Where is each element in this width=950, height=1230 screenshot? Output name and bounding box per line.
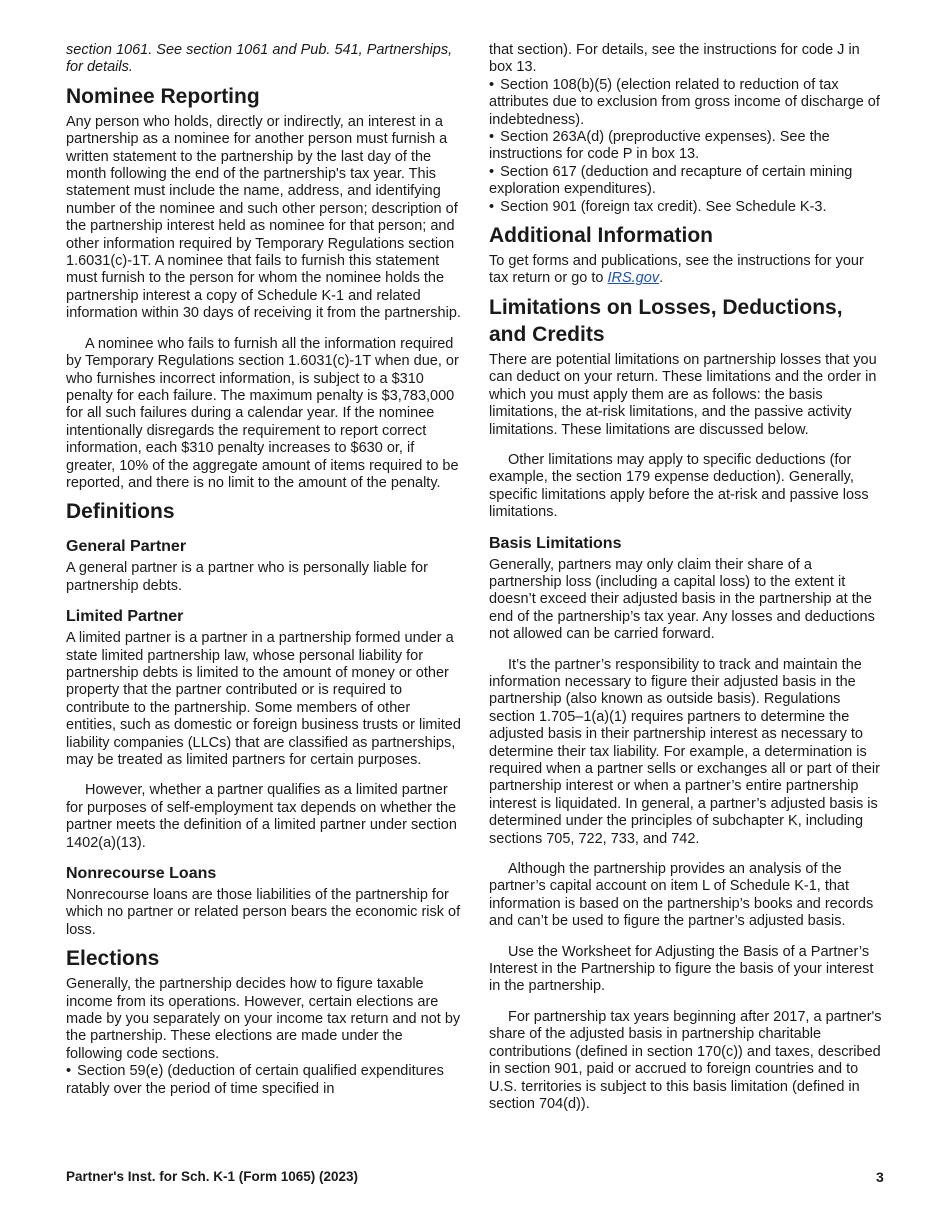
heading-definitions: Definitions [66, 500, 175, 524]
limitations-paragraph-2: Other limitations may apply to specific deductions (for example, the section 179 expense deduction). Generally, specific limitations apply before the at-risk and passive loss limitations. [489, 451, 869, 521]
right-column [489, 42, 885, 1113]
elections-bullet-901: • Section 901 (foreign tax credit). See Schedule K-3. [489, 199, 885, 216]
elections-bullet-263a: • Section 263A(d) (preproductive expenses). See the instructions for code P in box 13. [489, 129, 885, 164]
elections-bullet-59e: • Section 59(e) (deduction of certain qualified expenditures ratably over the period of time specified in [66, 1063, 462, 1098]
basis-paragraph-3: Although the partnership provides an analysis of the partner’s capital account on item L of Schedule K-1, that information is based on the partnership’s books and records and can’t be used to figure the partner’s adjusted basis. [489, 861, 874, 930]
elections-bullet-617: • Section 617 (deduction and recapture of certain mining exploration expenditures). [489, 164, 885, 199]
carryover-text-right: that section). For details, see the instructions for code J in box 13. [489, 42, 860, 76]
carryover-text: section 1061. See section 1061 and Pub. 541, Partnerships, for details. [66, 42, 453, 76]
heading-general-partner: General Partner [66, 538, 187, 556]
elections-paragraph: Generally, the partnership decides how to figure taxable income from its operations. However, certain elections are made by you separately on your income tax return and not by the partnership. These elections are made under the following code sections. [66, 976, 461, 1062]
basis-paragraph-1: Generally, partners may only claim their share of a partnership loss (including a capital loss) to the extent it doesn’t exceed their adjusted basis in the partnership at the end of the partnership’s tax year. Any losses and deductions not allowed can be carried forward. [489, 556, 875, 643]
heading-additional-information: Additional Information [489, 224, 713, 248]
limited-partner-paragraph-2: However, whether a partner qualifies as a limited partner for purposes of self-employment tax depends on whether the partner meets the definition of a limited partner under section 1402(a)(13). [66, 782, 457, 851]
basis-paragraph-2: It’s the partner’s responsibility to track and maintain the information necessary to figure their adjusted basis in the partnership (also known as outside basis). Regulations section 1.705–1(a)(1) requires partners to determine the adjusted basis in their partnership interest as necessary to determine their tax liability. For example, a determination is required when a partner sells or exchanges all or part of their partnership interest or when a partner’s entire partnership interest is liquidated. In general, a partner’s adjusted basis is determined under the principles of subchapter K, including sections 705, 722, 733, and 742. [489, 656, 880, 847]
additional-info-period: . [659, 270, 664, 287]
additional-info-paragraph [489, 253, 885, 288]
nominee-paragraph-2: A nominee who fails to furnish all the information required by Temporary Regulations section 1.6031(c)-1T when due, or who furnishes incorrect information, is subject to a $310 penalty for each failure. The maximum penalty is $3,783,000 for all such failures during a calendar year. If the nominee intentionally disregards the requirement to report correct information, each $310 penalty increases to $630 or, if greater, 10% of the aggregate amount of items required to be reported, and there is no limit to the amount of the penalty. [66, 335, 459, 491]
heading-basis-limitations: Basis Limitations [489, 534, 622, 552]
page-number: 3 [876, 1169, 884, 1185]
heading-nonrecourse-loans: Nonrecourse Loans [66, 865, 217, 883]
elections-bullet-108: • Section 108(b)(5) (election related to reduction of tax attributes due to exclusion from gross income of discharge of indebtedness). [489, 77, 885, 129]
basis-paragraph-4: Use the Worksheet for Adjusting the Basis of a Partner’s Interest in the Partnership to figure the basis of your interest in the partnership. [489, 943, 874, 995]
left-column [66, 42, 462, 1098]
limitations-paragraph-1: There are potential limitations on partnership losses that you can deduct on your return. These limitations and the order in which you must apply them are as follows: the basis limitations, the at-risk limitations, and the passive activity limitations. These limitations are discussed below. [489, 351, 877, 438]
basis-paragraph-5: For partnership tax years beginning after 2017, a partner's share of the adjusted basis in partnership charitable contributions (defined in section 170(c)) and taxes, described in section 901, paid or accrued to foreign countries and to U.S. territories is subject to this basis limitation (defined in section 704(d)). [489, 1008, 882, 1112]
limited-partner-paragraph-1: A limited partner is a partner in a partnership formed under a state limited partnership law, whose personal liability for partnership debts is limited to the amount of money or other property that the partner contributed or is required to contribute to the partnership. Some members of other entities, such as domestic or foreign business trusts or limited liability companies (LLCs) that are classified as partnerships, may be treated as limited partners for certain purposes. [66, 630, 461, 768]
irs-gov-link[interactable]: IRS.gov [607, 270, 660, 287]
heading-limited-partner: Limited Partner [66, 608, 184, 626]
heading-elections: Elections [66, 947, 160, 971]
footer-title: Partner's Inst. for Sch. K-1 (Form 1065) (2023) [66, 1169, 359, 1184]
additional-info-text: To get forms and publications, see the instructions for your tax return or go to [489, 253, 864, 287]
heading-limitations: Limitations on Losses, Deductions, and Credits [489, 295, 843, 346]
nominee-paragraph-1: Any person who holds, directly or indirectly, an interest in a partnership as a nominee for another person must furnish a written statement to the partnership by the last day of the month following the end of the partnership's tax year. This statement must include the name, address, and identifying number of the nominee and such other person; description of the partnership interest held as nominee for that person; and other information required by Temporary Regulations section 1.6031(c)-1T. A nominee that fails to furnish this statement must furnish to the person for whom the nominee holds the partnership interest a copy of Schedule K-1 and related information within 30 days of receiving it from the partnership. [66, 113, 461, 322]
nonrecourse-paragraph: Nonrecourse loans are those liabilities of the partnership for which no partner or related person bears the economic risk of loss. [66, 887, 461, 938]
general-partner-paragraph: A general partner is a partner who is personally liable for partnership debts. [66, 560, 428, 594]
heading-nominee-reporting: Nominee Reporting [66, 84, 260, 108]
